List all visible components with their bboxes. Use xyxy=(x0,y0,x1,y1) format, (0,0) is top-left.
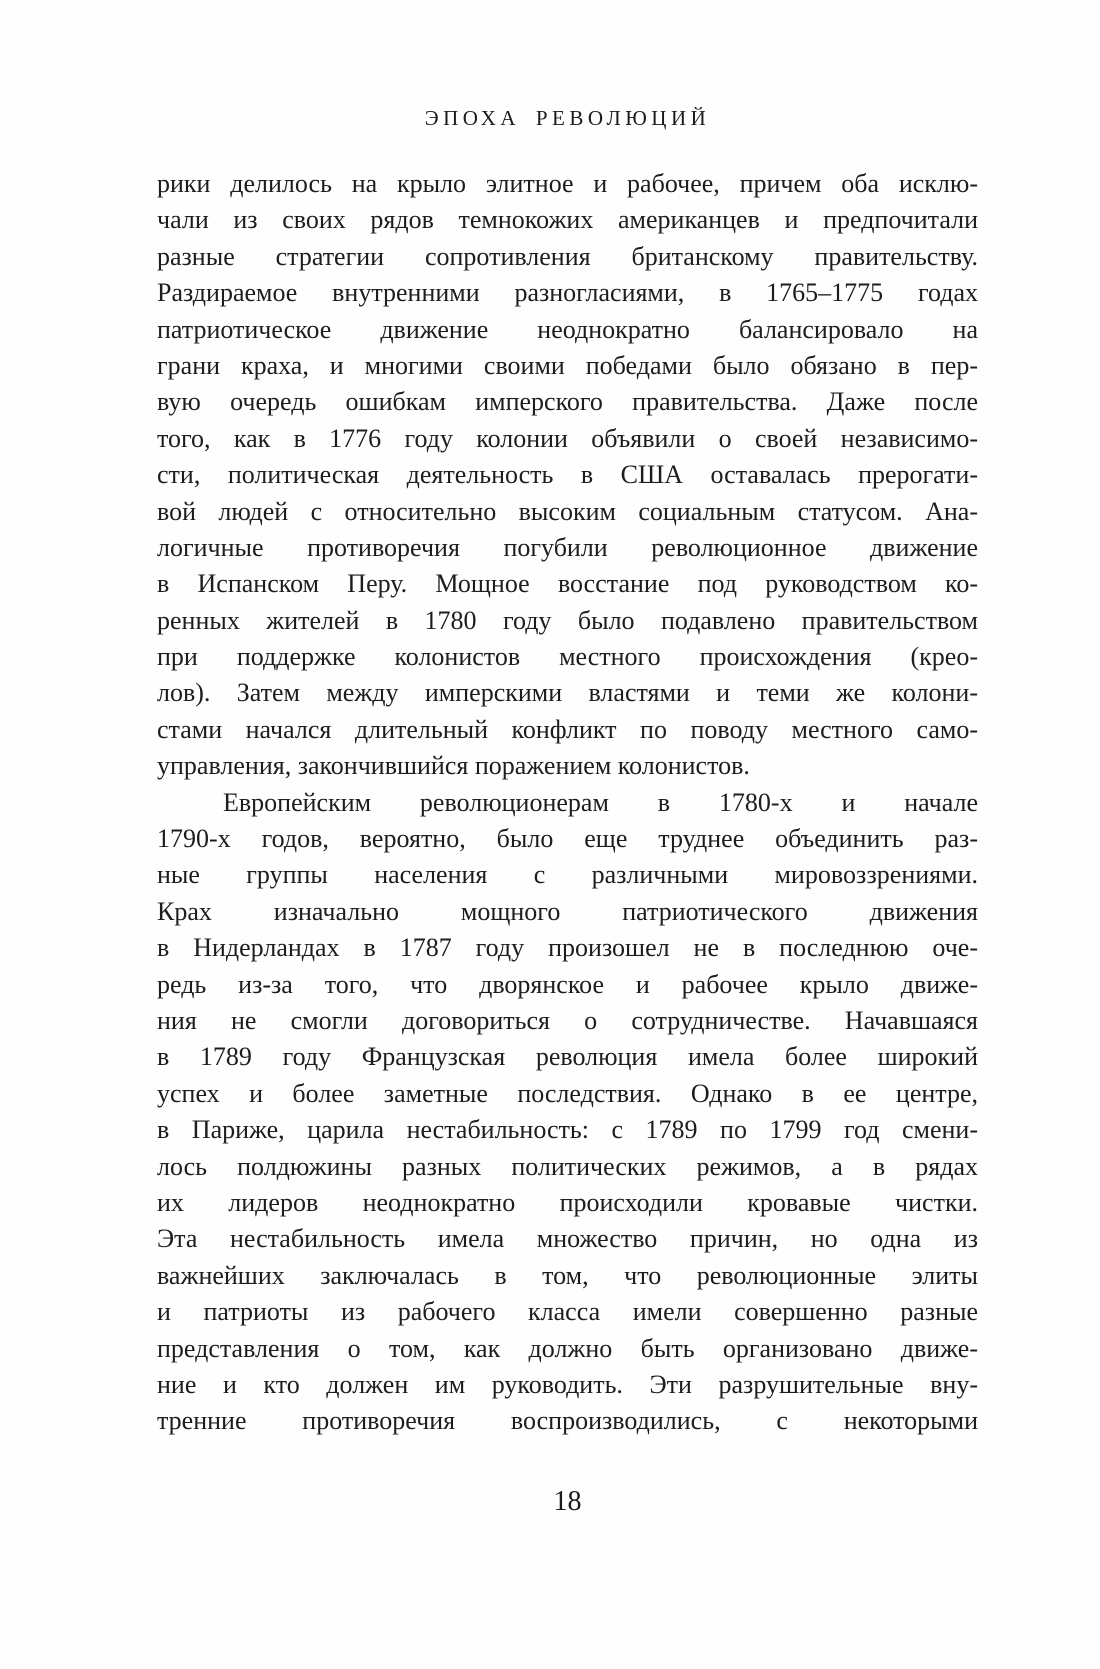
text-line: Европейским революционерам в 1780-х и начале xyxy=(223,787,978,817)
text-line: сти, политическая деятельность в США оставалась прерогати- xyxy=(157,460,978,490)
text-line: логичные противоречия погубили революционное движение xyxy=(157,532,978,562)
paragraph xyxy=(157,785,978,1440)
text-line: управления, закончившийся поражением колонистов. xyxy=(157,751,750,781)
text-line: лось полдюжины разных политических режимов, а в рядах xyxy=(157,1151,978,1181)
text-line: в Нидерландах в 1787 году произошел не в последнюю оче- xyxy=(157,933,978,963)
text-line: патриотическое движение неоднократно балансировало на xyxy=(157,314,978,344)
text-line: ренных жителей в 1780 году было подавлено правительством xyxy=(157,605,978,635)
text-line: представления о том, как должно быть организовано движе- xyxy=(157,1333,978,1363)
text-line: в 1789 году Французская революция имела более широкий xyxy=(157,1042,978,1072)
running-header: ЭПОХА РЕВОЛЮЦИЙ xyxy=(424,106,711,130)
text-line: редь из-за того, что дворянское и рабочее крыло движе- xyxy=(157,969,978,999)
text-line: разные стратегии сопротивления британскому правительству. xyxy=(157,241,978,271)
text-line: ные группы населения с различными мировоззрениями. xyxy=(157,860,978,890)
text-line: чали из своих рядов темнокожих американцев и предпочитали xyxy=(157,205,978,235)
text-line: ния не смогли договориться о сотрудничестве. Начавшаяся xyxy=(157,1005,978,1035)
paragraph xyxy=(157,166,978,785)
text-line: лов). Затем между имперскими властями и теми же колони- xyxy=(157,678,978,708)
text-body xyxy=(157,166,978,1440)
text-line: Эта нестабильность имела множество причин, но одна из xyxy=(157,1224,978,1254)
text-line: Раздираемое внутренними разногласиями, в 1765–1775 годах xyxy=(157,278,978,308)
text-line: Крах изначально мощного патриотического движения xyxy=(157,896,978,926)
text-line: вую очередь ошибкам имперского правительства. Даже после xyxy=(157,387,978,417)
text-line: успех и более заметные последствия. Однако в ее центре, xyxy=(157,1078,978,1108)
text-line: при поддержке колонистов местного происхождения (крео- xyxy=(157,642,978,672)
text-line: в Париже, царила нестабильность: с 1789 по 1799 год смени- xyxy=(157,1115,978,1145)
text-line: и патриоты из рабочего класса имели совершенно разные xyxy=(157,1297,978,1327)
text-line: в Испанском Перу. Мощное восстание под руководством ко- xyxy=(157,569,978,599)
text-line: рики делилось на крыло элитное и рабочее, причем оба исклю- xyxy=(157,169,978,198)
text-line: стами начался длительный конфликт по поводу местного само- xyxy=(157,714,978,744)
text-line: их лидеров неоднократно происходили кровавые чистки. xyxy=(157,1187,978,1217)
text-line: ние и кто должен им руководить. Эти разрушительные вну- xyxy=(157,1369,978,1399)
page-number: 18 xyxy=(553,1486,582,1517)
text-line: грани краха, и многими своими победами было обязано в пер- xyxy=(157,350,978,380)
text-line: тренние противоречия воспроизводились, с некоторыми xyxy=(157,1406,978,1436)
text-column xyxy=(157,0,978,1669)
text-line: 1790-х годов, вероятно, было еще труднее объединить раз- xyxy=(157,824,978,854)
text-line: важнейших заключалась в том, что революционные элиты xyxy=(157,1260,978,1290)
text-line: вой людей с относительно высоким социальным статусом. Ана- xyxy=(157,496,978,526)
text-line: того, как в 1776 году колонии объявили о своей независимо- xyxy=(157,423,978,453)
